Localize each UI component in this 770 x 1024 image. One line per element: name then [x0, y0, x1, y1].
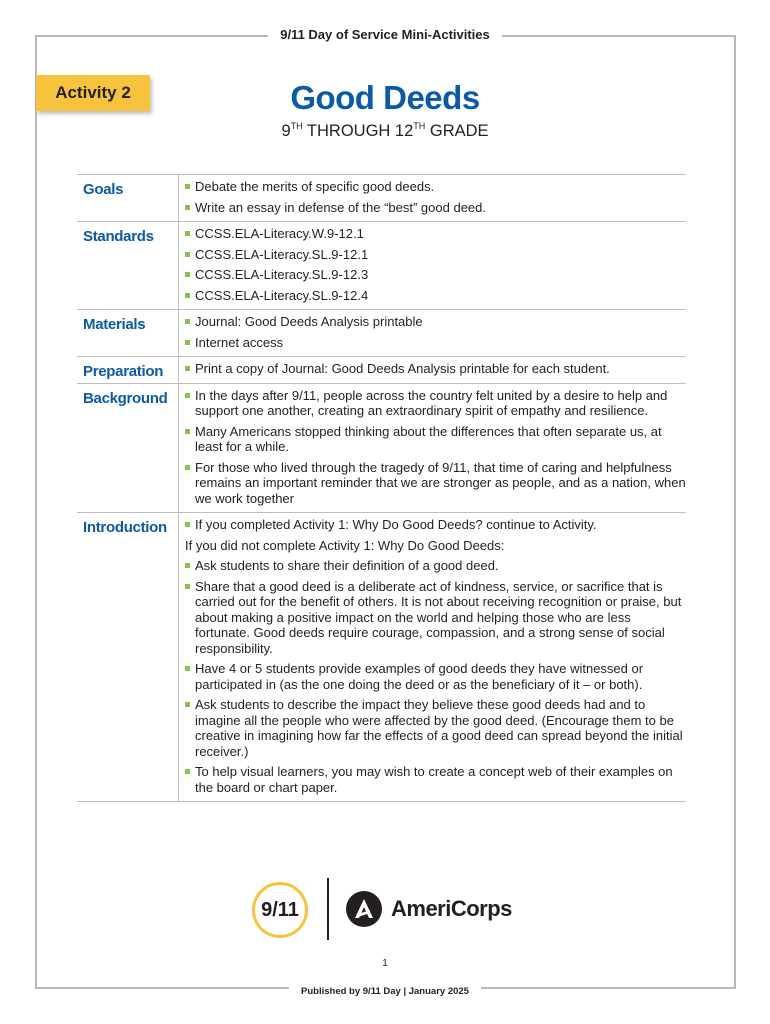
americorps-wordmark: AmeriCorps	[391, 896, 512, 921]
list-item: Write an essay in defense of the “best” good deed.	[183, 200, 686, 216]
intro-note: If you did not complete Activity 1: Why Do Good Deeds:	[185, 537, 505, 553]
americorps-logo-icon	[345, 890, 383, 928]
list-item: Many Americans stopped thinking about the differences that often separate us, at least for a while.	[183, 424, 686, 455]
row-goals	[77, 175, 686, 222]
list-item: In the days after 9/11, people across the country felt united by a desire to help and support one another, creating an extraordinary spirit of empathy and resilience.	[183, 388, 686, 419]
list-item: For those who lived through the tragedy of 9/11, that time of caring and helpfulness remains an important reminder that we are stronger as people, and as a nation, when we work together	[183, 460, 686, 507]
list-item: CCSS.ELA-Literacy.SL.9-12.1	[183, 247, 686, 263]
row-preparation	[77, 357, 686, 384]
list-item: Have 4 or 5 students provide examples of good deeds they have witnessed or participated in (as the one doing the deed or as the beneficiary of it – or both).	[183, 661, 686, 692]
list-item: To help visual learners, you may wish to create a concept web of their examples on the board or chart paper.	[183, 764, 686, 795]
list-item: If you completed Activity 1: Why Do Good Deeds? continue to Activity.	[183, 517, 686, 533]
logo-divider	[327, 878, 329, 940]
list-item: Print a copy of Journal: Good Deeds Analysis printable for each student.	[183, 361, 686, 377]
activity-badge: Activity 2	[36, 75, 150, 111]
grade-range: 9TH THROUGH 12TH GRADE	[281, 121, 489, 140]
row-label: Background	[77, 384, 179, 513]
row-label: Preparation	[77, 357, 179, 383]
row-standards	[77, 222, 686, 310]
list-item: Ask students to share their definition of a good deed.	[183, 558, 686, 574]
list-item: Share that a good deed is a deliberate act of kindness, service, or sacrifice that is carried out for the benefit of others. It is not about receiving recognition or praise, but about making a positive impact on the world and helping those who are less fortunate. Good deeds require courage, compassion, and a strong sense of social responsibility.	[183, 579, 686, 657]
page-footer: Published by 9/11 Day | January 2025	[0, 981, 770, 999]
list-item: Internet access	[183, 335, 686, 351]
list-item: Ask students to describe the impact they believe these good deeds had and to imagine all the people who were affected by the good deed. (Encourage them to be creative in imagining how far the effects of a good deed can spread beyond the initial receiver.)	[183, 697, 686, 759]
row-label: Materials	[77, 310, 179, 356]
row-label: Goals	[77, 175, 179, 221]
list-item: Debate the merits of specific good deeds.	[183, 179, 686, 195]
row-materials	[77, 310, 686, 357]
page-number: 1	[382, 958, 388, 969]
row-background	[77, 384, 686, 514]
logo-bar	[0, 876, 770, 942]
activity-table	[77, 174, 686, 802]
row-introduction	[77, 513, 686, 802]
list-item: CCSS.ELA-Literacy.SL.9-12.3	[183, 267, 686, 283]
row-label: Introduction	[77, 513, 179, 801]
list-item: Journal: Good Deeds Analysis printable	[183, 314, 686, 330]
list-item: CCSS.ELA-Literacy.SL.9-12.4	[183, 288, 686, 304]
page-header: 9/11 Day of Service Mini-Activities	[0, 26, 770, 44]
row-label: Standards	[77, 222, 179, 309]
nine-eleven-day-logo: 9/11	[252, 882, 308, 938]
page-title: Good Deeds	[290, 79, 480, 116]
list-item: CCSS.ELA-Literacy.W.9-12.1	[183, 226, 686, 242]
